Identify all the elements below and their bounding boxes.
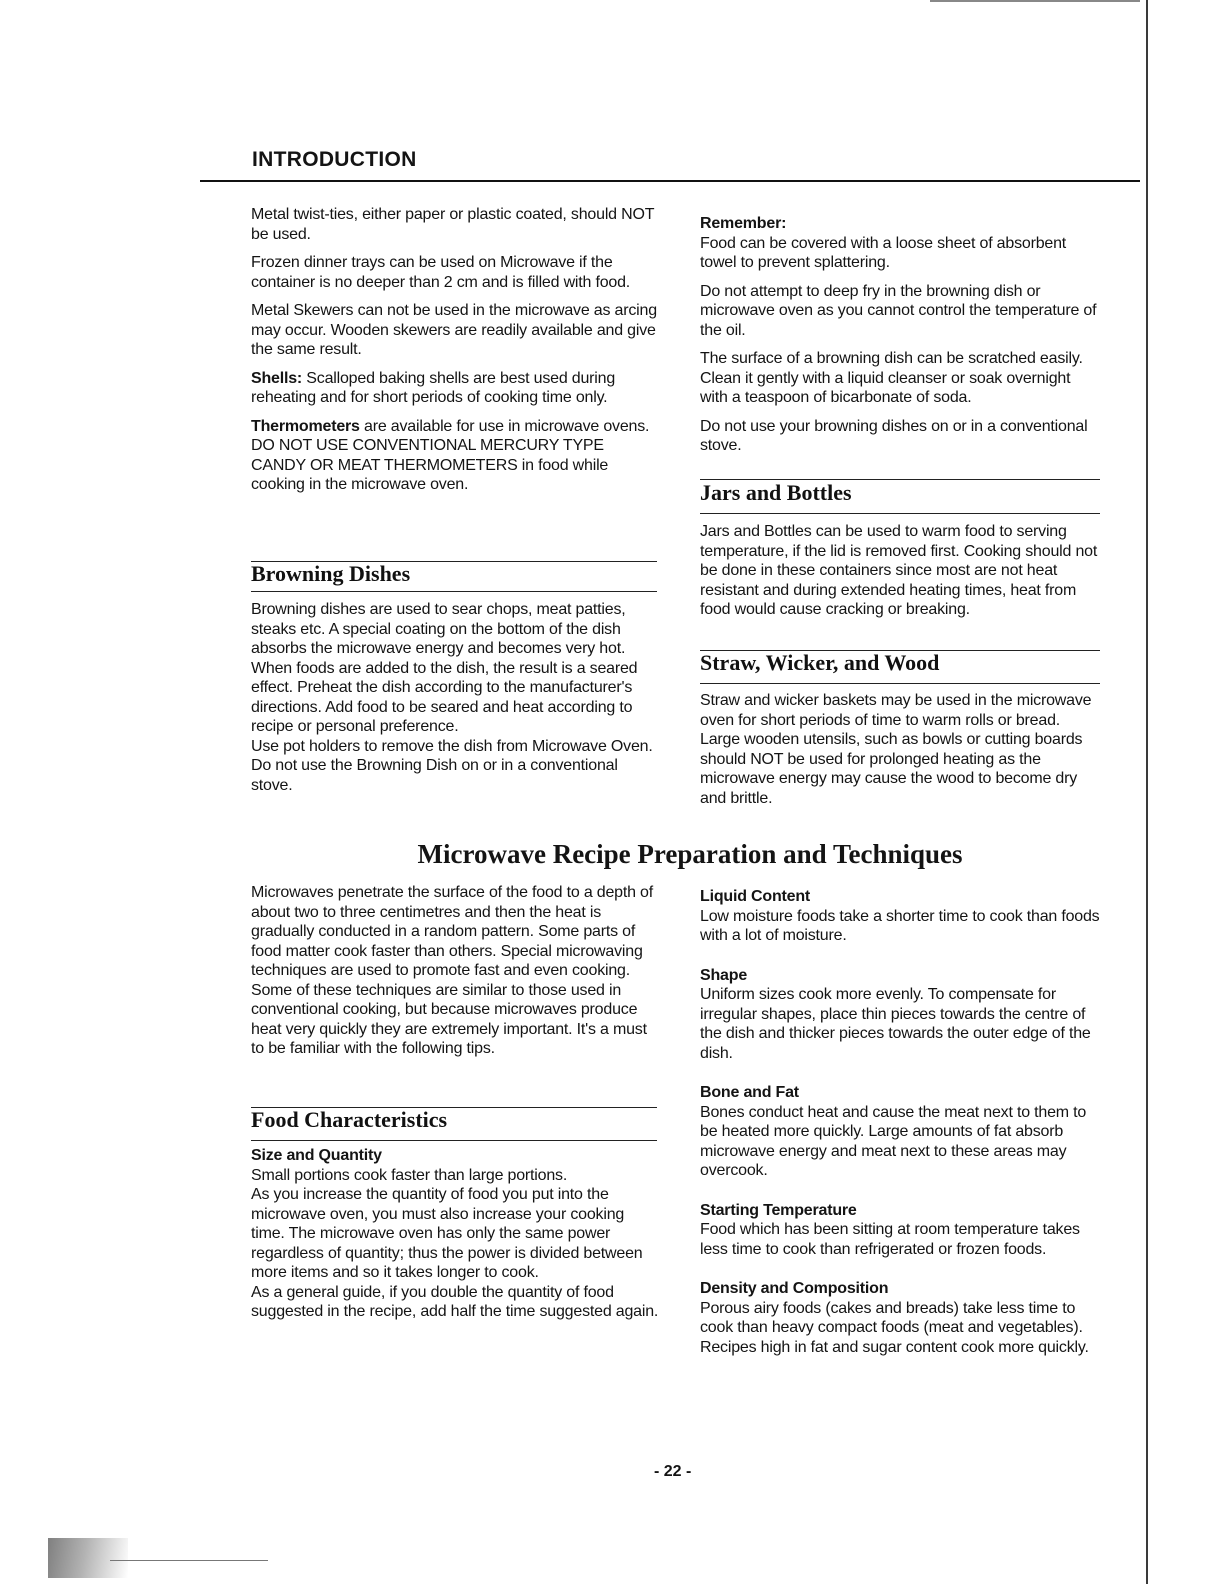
remember-paragraph-2: Do not attempt to deep fry in the browning dish or microwave oven as you cannot control the temperature of the oil. xyxy=(700,282,1097,339)
starting-temperature-label: Starting Temperature xyxy=(700,1201,857,1219)
remember-paragraph-1: Food can be covered with a loose sheet of absorbent towel to prevent splattering. xyxy=(700,234,1067,271)
size-paragraph-3: As a general guide, if you double the quantity of food suggested in the recipe, add half the time suggested again. xyxy=(251,1283,659,1320)
size-quantity-label: Size and Quantity xyxy=(251,1147,382,1164)
paragraph-thermometers xyxy=(251,417,661,495)
jars-body xyxy=(700,522,1100,620)
browning-paragraph-2: Use pot holders to remove the dish from Microwave Oven. Do not use the Browning Dish on or in a conventional stove. xyxy=(251,737,653,794)
paragraph-metal-skewers: Metal Skewers can not be used in the microwave as arcing may occur. Wooden skewers are readily available and give the same result. xyxy=(251,302,657,358)
remember-label: Remember: xyxy=(700,215,787,232)
remember-block xyxy=(700,214,1100,456)
browning-heading: Browning Dishes xyxy=(251,561,411,586)
scan-top-smudge xyxy=(930,0,1140,2)
thermometers-text: are available for use in microwave ovens. DO NOT USE CONVENTIONAL MERCURY TYPE CANDY OR MEAT THERMOMETERS in food while cooking in the microwave oven. xyxy=(251,417,650,493)
remember-paragraph-3: The surface of a browning dish can be scratched easily. Clean it gently with a liquid cleanser or soak overnight with a teaspoon of bicarbonate of soda. xyxy=(700,350,1083,406)
jars-paragraph: Jars and Bottles can be used to warm food to serving temperature, if the lid is removed first. Cooking should not be done in these containers since most are not heat resistant and during extended heating times, heat from food would cause cracking or breaking. xyxy=(700,523,1098,618)
right-lower-column xyxy=(700,887,1100,1357)
liquid-content-label: Liquid Content xyxy=(700,888,811,905)
paragraph-twist-ties: Metal twist-ties, either paper or plastic coated, should NOT be used. xyxy=(251,206,655,243)
browning-body xyxy=(251,600,661,795)
shape-label: Shape xyxy=(700,966,748,984)
left-column-top xyxy=(251,205,661,495)
liquid-content-text: Low moisture foods take a shorter time to cook than foods with a lot of moisture. xyxy=(700,907,1100,944)
jars-bottom-rule xyxy=(700,513,1100,514)
paragraph-frozen-trays: Frozen dinner trays can be used on Microwave if the container is no deeper than 2 cm and is filled with food. xyxy=(251,254,631,291)
intro-paragraph: Microwaves penetrate the surface of the food to a depth of about two to three centimetres and then the heat is gradually conducted in a random pattern. Some parts of food matter cook faster than others. Special microwaving techniques are used to promote fast and even cooking. Some of these techniques are similar to those used in conventional cooking, but because microwaves produce heat very quickly they are extremely important. It's a must to be familiar with the following tips. xyxy=(251,884,653,1057)
shells-text: Scalloped baking shells are best used during reheating and for short periods of cooking time only. xyxy=(251,369,616,406)
straw-body xyxy=(700,691,1100,808)
size-paragraph-2: As you increase the quantity of food you put into the microwave oven, you must also increase your cooking time. The microwave oven has only the same power regardless of quantity; thus the power is divided between more items and so it takes longer to cook. xyxy=(251,1186,643,1281)
shells-label: Shells: xyxy=(251,369,303,387)
bone-fat-text: Bones conduct heat and cause the meat next to them to be heated more quickly. Large amounts of fat absorb microwave energy and meat next to these areas may overcook. xyxy=(700,1103,1087,1179)
density-label: Density and Composition xyxy=(700,1280,889,1297)
scan-bottom-line xyxy=(110,1560,268,1561)
size-paragraph-1: Small portions cook faster than large portions. xyxy=(251,1166,568,1184)
scan-edge-line xyxy=(1146,0,1148,1584)
shape-text: Uniform sizes cook more evenly. To compensate for irregular shapes, place thin pieces towards the centre of the dish and thicker pieces towards the outer edge of the dish. xyxy=(700,986,1091,1062)
straw-heading: Straw, Wicker, and Wood xyxy=(700,650,940,675)
food-char-bottom-rule xyxy=(251,1140,657,1141)
paragraph-shells xyxy=(251,369,661,408)
straw-bottom-rule xyxy=(700,683,1100,684)
starting-temperature-text: Food which has been sitting at room temperature takes less time to cook than refrigerated or frozen foods. xyxy=(700,1221,1080,1258)
browning-paragraph-1: Browning dishes are used to sear chops, meat patties, steaks etc. A special coating on the bottom of the dish absorbs the microwave energy and becomes very hot. When foods are added to the dish, the result is a seared effect. Preheat the dish according to the manufacturer's directions. Add food to be seared and heat according to recipe or personal preference. xyxy=(251,601,638,735)
browning-bottom-rule xyxy=(251,591,657,592)
main-title: Microwave Recipe Preparation and Techniques xyxy=(417,839,963,869)
bone-fat-label: Bone and Fat xyxy=(700,1084,799,1101)
straw-paragraph: Straw and wicker baskets may be used in the microwave oven for short periods of time to warm rolls or bread. Large wooden utensils, such as bowls or cutting boards should NOT be used for prolonged heating as the microwave energy may cause the wood to become dry and brittle. xyxy=(700,692,1092,807)
header-rule xyxy=(200,180,1140,182)
running-header: INTRODUCTION xyxy=(252,148,417,171)
scan-corner-smudge xyxy=(48,1538,128,1578)
density-text: Porous airy foods (cakes and breads) take less time to cook than heavy compact foods (meat and vegetables). Recipes high in fat and sugar content cook more quickly. xyxy=(700,1299,1089,1356)
food-char-body xyxy=(251,1146,661,1322)
remember-paragraph-4: Do not use your browning dishes on or in a conventional stove. xyxy=(700,417,1088,454)
jars-heading: Jars and Bottles xyxy=(700,480,852,505)
food-char-heading: Food Characteristics xyxy=(251,1107,448,1132)
page-number: - 22 - xyxy=(654,1463,692,1480)
thermometers-label: Thermometers xyxy=(251,417,360,435)
